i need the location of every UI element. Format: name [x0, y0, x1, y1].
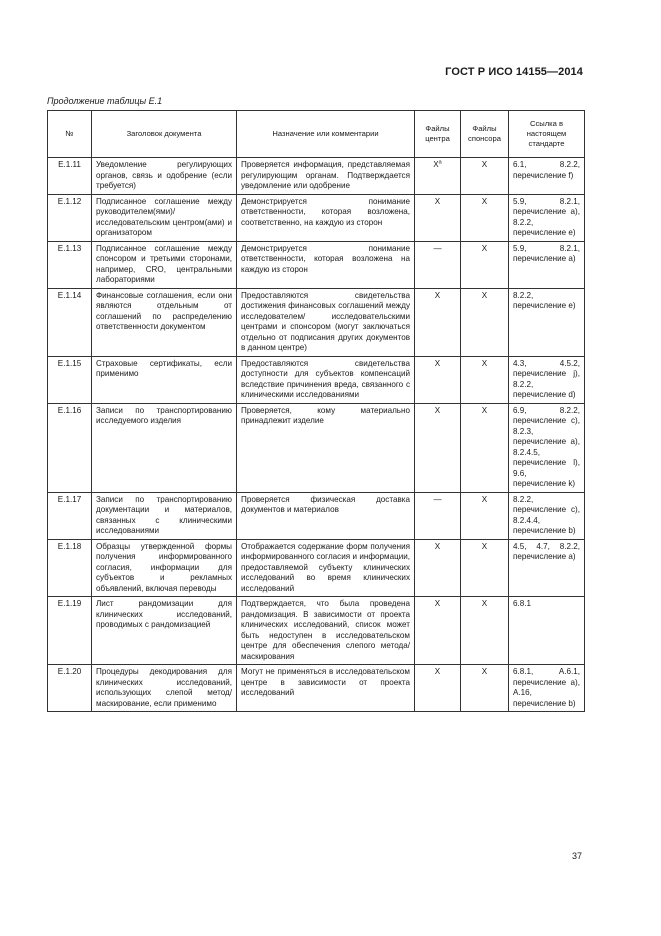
document-title: Лист рандомизации для клинических исследований, проводимых с рандомизацией: [92, 597, 237, 665]
document-title: Образцы утвержденной формы получения информированного согласия, информации для субъектов и рекламных объявлений, включая переводы: [92, 539, 237, 597]
standard-reference: 8.2.2, перечисление с), 8.2.4.4, перечисление b): [509, 492, 585, 539]
standard-reference: 6.8.1: [509, 597, 585, 665]
center-files-mark: X: [415, 288, 461, 356]
center-files-mark: [415, 158, 461, 195]
row-number: Е.1.17: [48, 492, 92, 539]
center-files-mark: —: [415, 241, 461, 288]
table-header-row: [48, 111, 585, 158]
page-number: 37: [571, 851, 582, 861]
column-header-sponsor-files: Файлы спонсора: [461, 111, 509, 158]
row-number: Е.1.14: [48, 288, 92, 356]
standard-designation: ГОСТ Р ИСО 14155—2014: [445, 66, 583, 78]
purpose-comment: Демонстрируется понимание ответственности, которая возложена на каждую из сторон: [237, 241, 415, 288]
document-title: Записи по транспортированию документации и материалов, связанных с клиническими исследованиями: [92, 492, 237, 539]
row-number: Е.1.20: [48, 665, 92, 712]
table-row: [48, 356, 585, 403]
sponsor-files-mark: X: [461, 403, 509, 492]
purpose-comment: Могут не применяться в исследовательском центре в зависимости от проекта исследований: [237, 665, 415, 712]
document-title: Подписанное соглашение между руководителем(ями)/ исследовательским центром(ами) и организатором: [92, 194, 237, 241]
table-row: [48, 403, 585, 492]
row-number: Е.1.11: [48, 158, 92, 195]
center-files-mark: X: [415, 665, 461, 712]
standard-reference: 6.9, 8.2.2, перечисление с), 8.2.3, перечисление а), 8.2.4.5, перечисление l), 9.6, перечисление k): [509, 403, 585, 492]
center-files-mark: X: [415, 356, 461, 403]
purpose-comment: Предоставляются свидетельства доступности для субъектов компенсаций вследствие причинения вреда, связанного с клиническими исследованиями: [237, 356, 415, 403]
center-files-mark: X: [415, 539, 461, 597]
purpose-comment: Проверяется, кому материально принадлежит изделие: [237, 403, 415, 492]
row-number: Е.1.13: [48, 241, 92, 288]
center-files-mark: X: [415, 597, 461, 665]
sponsor-files-mark: X: [461, 194, 509, 241]
standard-reference: 8.2.2, перечисление е): [509, 288, 585, 356]
center-files-mark: —: [415, 492, 461, 539]
sponsor-files-mark: X: [461, 288, 509, 356]
table-row: [48, 539, 585, 597]
table-row: [48, 597, 585, 665]
row-number: Е.1.18: [48, 539, 92, 597]
document-title: Подписанное соглашение между спонсором и третьими сторонами, например, CRO, центральными лабораториями: [92, 241, 237, 288]
row-number: Е.1.19: [48, 597, 92, 665]
column-header-document-title: Заголовок документа: [92, 111, 237, 158]
table-row: [48, 241, 585, 288]
sponsor-files-mark: X: [461, 241, 509, 288]
document-title: Процедуры декодирования для клинических исследований, использующих слепой метод/ маскирование, если применимо: [92, 665, 237, 712]
purpose-comment: Предоставляются свидетельства достижения финансовых соглашений между исследователем/ исследовательскими центрами и спонсором (могут заключаться отдельно от подписания других документов в данном центре): [237, 288, 415, 356]
row-number: Е.1.15: [48, 356, 92, 403]
sponsor-files-mark: X: [461, 158, 509, 195]
sponsor-files-mark: X: [461, 356, 509, 403]
column-header-reference: Ссылка в настоящем стандарте: [509, 111, 585, 158]
column-header-number: №: [48, 111, 92, 158]
sponsor-files-mark: X: [461, 539, 509, 597]
standard-reference: 4.5, 4.7, 8.2.2, перечисление а): [509, 539, 585, 597]
table-row: [48, 158, 585, 195]
sponsor-files-mark: X: [461, 665, 509, 712]
footnote-marker: a: [438, 159, 442, 166]
purpose-comment: Проверяется физическая доставка документов и материалов: [237, 492, 415, 539]
standard-reference: 5.9, 8.2.1, перечисление а), 8.2.2, перечисление е): [509, 194, 585, 241]
row-number: Е.1.16: [48, 403, 92, 492]
document-title: Записи по транспортированию исследуемого изделия: [92, 403, 237, 492]
standard-reference: 5.9, 8.2.1, перечисление а): [509, 241, 585, 288]
table-row: [48, 665, 585, 712]
column-header-center-files: Файлы центра: [415, 111, 461, 158]
purpose-comment: Подтверждается, что была проведена рандомизация. В зависимости от проекта клинических исследований, список может быть недоступен в исследовательском центре для обеспечения слепого метода/маскирования: [237, 597, 415, 665]
standard-reference: 6.8.1, А.6.1, перечисление а), А.16, перечисление b): [509, 665, 585, 712]
center-files-mark: X: [415, 194, 461, 241]
table-row: [48, 492, 585, 539]
documents-table: [47, 110, 585, 712]
purpose-comment: Отображается содержание форм получения информированного согласия и информации, предоставляемой субъекту клинических исследований во время клинических исследований: [237, 539, 415, 597]
document-title: Уведомление регулирующих органов, связь и одобрение (если требуется): [92, 158, 237, 195]
document-title: Финансовые соглашения, если они являются отдельным от соглашений по распределению ответственности документом: [92, 288, 237, 356]
purpose-comment: Проверяется информация, представляемая регулирующим органам. Подтверждается уведомление или одобрение: [237, 158, 415, 195]
center-mark: X: [433, 160, 439, 169]
document-title: Страховые сертификаты, если применимо: [92, 356, 237, 403]
row-number: Е.1.12: [48, 194, 92, 241]
purpose-comment: Демонстрируется понимание ответственности, которая возложена, соответственно, на каждую из сторон: [237, 194, 415, 241]
column-header-purpose: Назначение или комментарии: [237, 111, 415, 158]
standard-reference: 6.1, 8.2.2, перечисление f): [509, 158, 585, 195]
sponsor-files-mark: X: [461, 492, 509, 539]
table-caption: Продолжение таблицы Е.1: [47, 96, 163, 106]
sponsor-files-mark: X: [461, 597, 509, 665]
table-row: [48, 288, 585, 356]
table-row: [48, 194, 585, 241]
standard-reference: 4.3, 4.5.2, перечисление j), 8.2.2, перечисление d): [509, 356, 585, 403]
center-files-mark: X: [415, 403, 461, 492]
